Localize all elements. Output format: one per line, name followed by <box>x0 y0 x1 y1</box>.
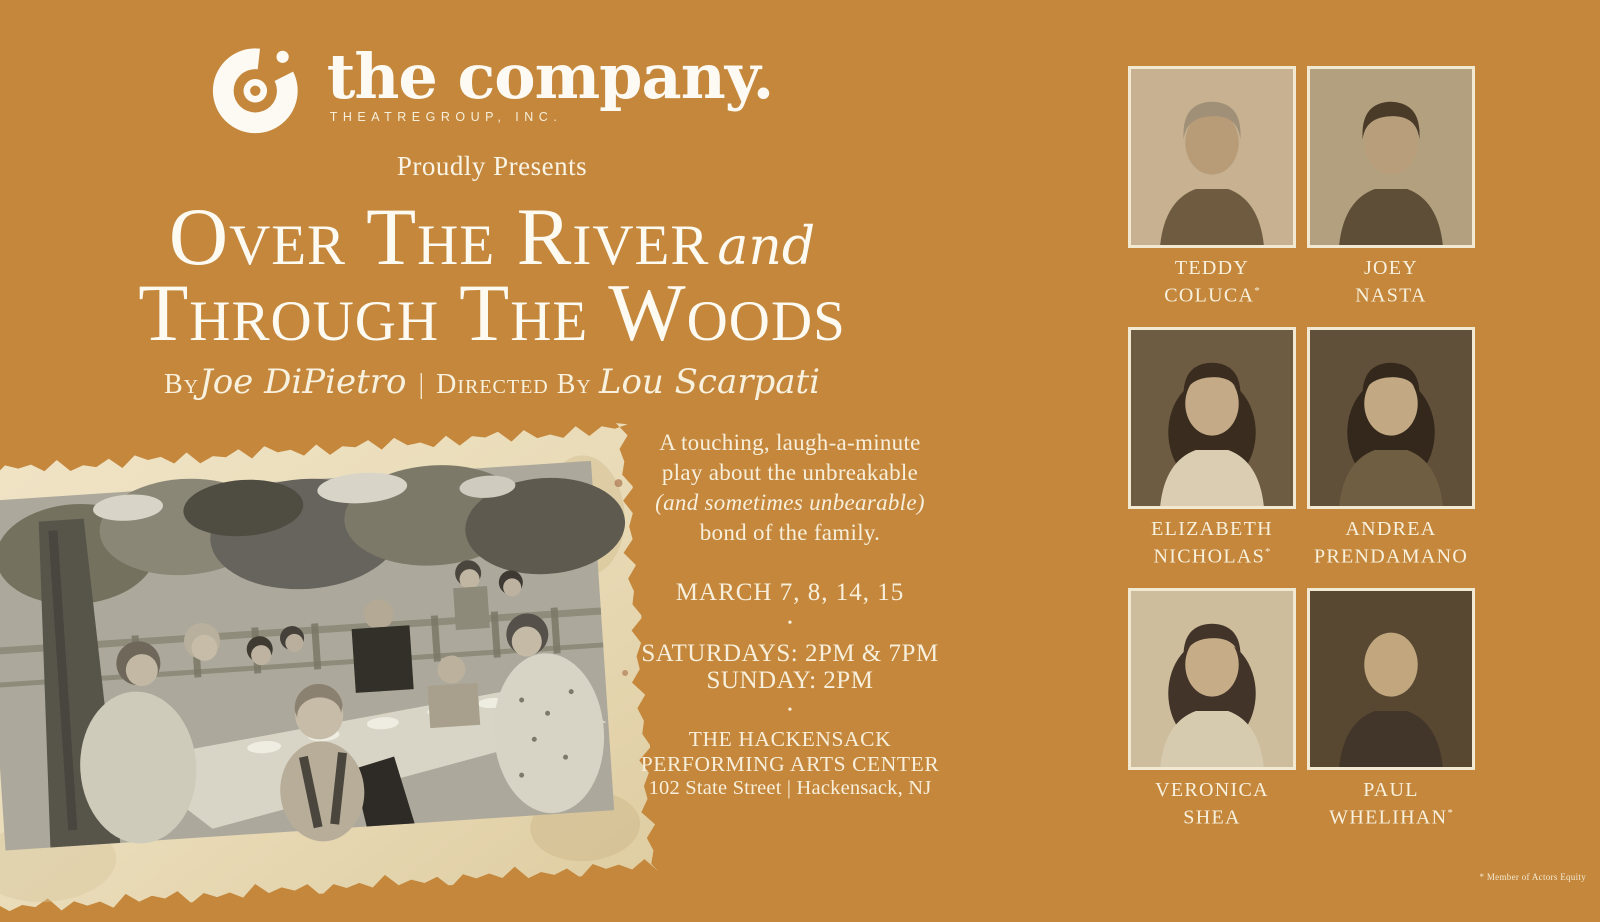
equity-asterisk: * <box>1254 285 1260 297</box>
description-line: play about the unbreakable <box>661 460 919 485</box>
company-logo-text <box>326 40 774 124</box>
equity-footnote: * Member of Actors Equity <box>1479 872 1586 882</box>
venue-block <box>598 727 982 801</box>
headshot-photo <box>1128 327 1296 509</box>
cast-name <box>1307 257 1475 308</box>
cast-last-name: NICHOLAS* <box>1153 545 1271 568</box>
saturday-times: SATURDAYS: 2PM & 7PM <box>641 640 939 667</box>
bullet-separator: • <box>787 703 793 718</box>
left-column <box>8 0 976 402</box>
by-label: By <box>163 369 200 400</box>
cast-name <box>1128 257 1296 308</box>
show-title-line2: Through The Woods <box>138 267 846 358</box>
cast-member <box>1128 588 1296 849</box>
sunday-times: SUNDAY: 2PM <box>706 667 874 694</box>
headshot-photo <box>1307 327 1475 509</box>
directed-by-label: Directed By <box>436 369 592 400</box>
tagline: Proudly Presents <box>396 151 588 181</box>
bw-photo-scene <box>0 450 645 863</box>
equity-asterisk: * <box>1447 807 1453 819</box>
cast-member <box>1128 327 1296 588</box>
title-and-script: and <box>717 217 816 277</box>
cast-name <box>1128 518 1296 569</box>
cast-last-name: WHELIHAN* <box>1329 806 1453 829</box>
description-line: A touching, laugh-a-minute <box>659 430 921 455</box>
equity-asterisk: * <box>1265 546 1271 558</box>
description-line: bond of the family. <box>699 520 881 545</box>
cast-last-name: NASTA <box>1355 284 1427 307</box>
headshot-photo <box>1307 588 1475 770</box>
cast-name <box>1307 518 1475 569</box>
cast-last-name: SHEA <box>1183 806 1241 829</box>
cast-first-name: ANDREA <box>1345 518 1437 540</box>
director-name: Lou Scarpati <box>598 362 821 402</box>
byline-divider: | <box>418 369 425 400</box>
performance-dates: MARCH 7, 8, 14, 15 <box>675 579 905 606</box>
cast-member <box>1307 66 1475 327</box>
cast-last-name: PRENDAMANO <box>1313 545 1469 568</box>
cast-first-name: PAUL <box>1363 779 1419 801</box>
company-name: the company. <box>326 40 774 114</box>
headshot-photo <box>1128 588 1296 770</box>
cast-last-name: COLUCA* <box>1164 284 1260 307</box>
venue-name-line2: PERFORMING ARTS CENTER <box>640 751 940 776</box>
company-logo <box>211 38 774 136</box>
cast-member <box>1307 327 1475 588</box>
cast-first-name: ELIZABETH <box>1151 518 1273 540</box>
cast-member <box>1307 588 1475 849</box>
vintage-family-photo <box>0 422 658 917</box>
headshot-photo <box>1128 66 1296 248</box>
info-column <box>598 428 982 801</box>
performance-times <box>598 640 982 694</box>
vintage-photo-art <box>0 422 658 917</box>
cast-first-name: TEDDY <box>1174 257 1250 279</box>
venue-name-line1: THE HACKENSACK <box>688 727 892 751</box>
cast-name <box>1128 779 1296 830</box>
cast-first-name: VERONICA <box>1155 779 1269 801</box>
bullet-separator: • <box>787 616 793 631</box>
cast-grid <box>1128 66 1476 849</box>
cast-member <box>1128 66 1296 327</box>
byline <box>8 362 976 402</box>
headshot-photo <box>1307 66 1475 248</box>
author-name: Joe DiPietro <box>199 362 407 402</box>
title-line1-main: Over The River <box>168 191 710 282</box>
cast-first-name: JOEY <box>1363 257 1419 279</box>
description-line: (and sometimes unbearable) <box>655 490 925 515</box>
company-subtitle: THEATREGROUP, INC. <box>329 109 563 124</box>
company-logo-icon <box>211 38 309 136</box>
venue-address: 102 State Street | Hackensack, NJ <box>648 777 932 799</box>
show-description <box>598 428 982 548</box>
cast-name <box>1307 779 1475 830</box>
